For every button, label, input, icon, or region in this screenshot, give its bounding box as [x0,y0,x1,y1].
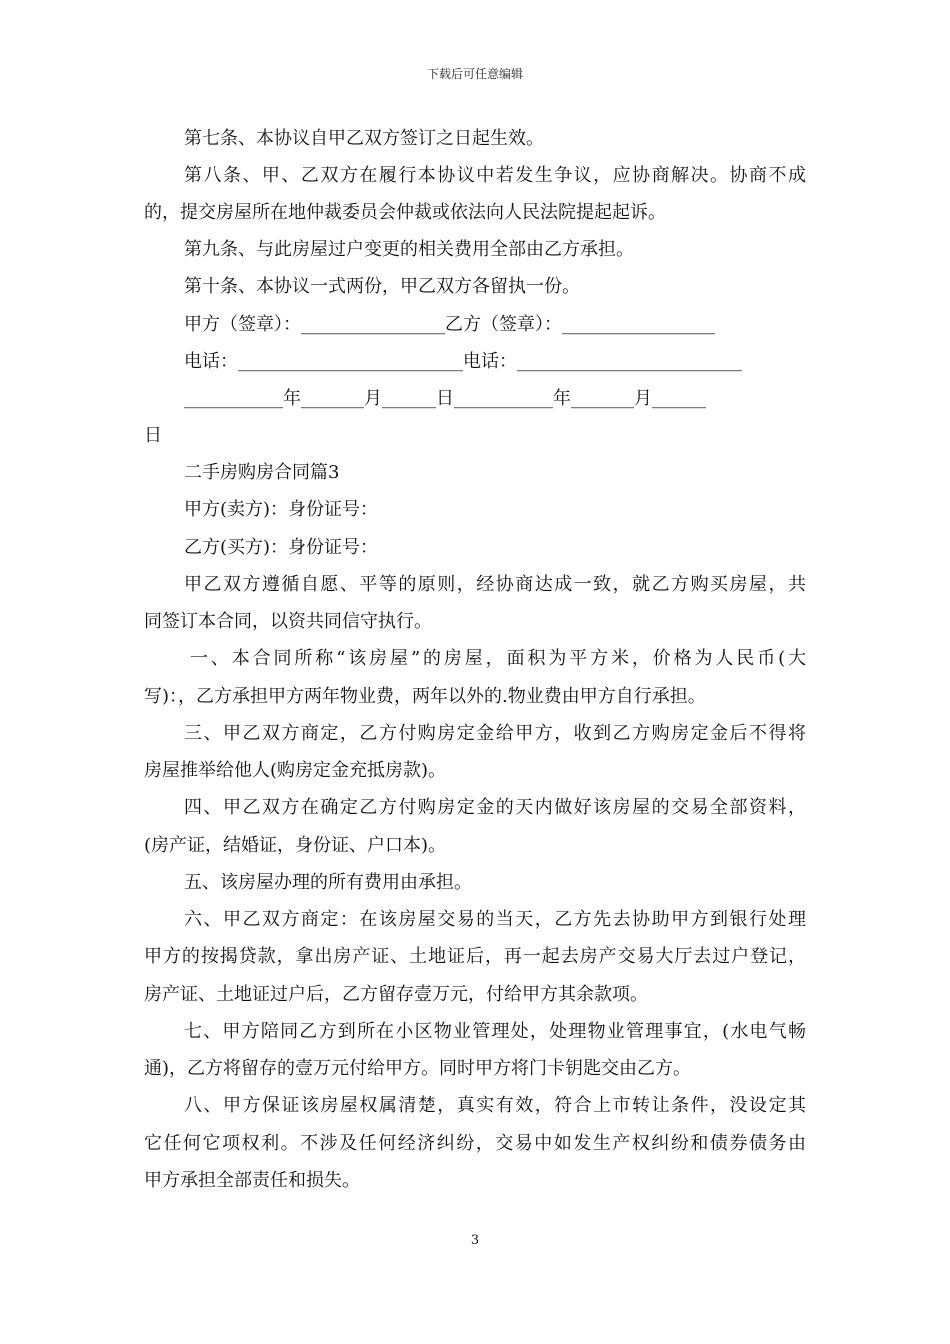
text-line-preamble: 甲乙双方遵循自愿、平等的原则，经协商达成一致，就乙方购买房屋，共 [184,574,806,595]
section-title: 二手房购房合同篇3 [184,462,340,483]
text-line-article-10: 第十条、本协议一式两份，甲乙双方各留执一份。 [184,276,580,297]
date-line: ___________年_______月______日___________年_______月______ [184,388,706,409]
text-line-article-9: 第九条、与此房屋过户变更的相关费用全部由乙方承担。 [184,239,634,260]
text-line-clause-4: 四、甲乙双方在确定乙方付购房定金的天内做好该房屋的交易全部资料， [184,797,806,818]
text-line-article-8-cont: 的，提交房屋所在地仲裁委员会仲裁或依法向人民法院提起起诉。 [144,202,666,223]
text-line-article-7: 第七条、本协议自甲乙双方签订之日起生效。 [184,128,544,149]
text-line-clause-8: 八、甲方保证该房屋权属清楚，真实有效，符合上市转让条件，没设定其 [184,1095,806,1116]
text-line-clause-6-end: 房产证、土地证过户后，乙方留存壹万元，付给甲方其余款项。 [144,984,648,1005]
text-line-clause-3-cont: 房屋推举给他人(购房定金充抵房款)。 [144,760,447,781]
text-line-clause-3: 三、甲乙双方商定，乙方付购房定金给甲方，收到乙方购房定金后不得将 [184,723,806,744]
signature-line: 甲方（签章）：________________乙方（签章）：_________________ [184,314,715,335]
text-line-preamble-cont: 同签订本合同，以资共同信守执行。 [144,611,432,632]
text-line-clause-6-cont: 甲方的按揭贷款，拿出房产证、土地证后，再一起去房产交易大厅去过户登记， [144,946,806,967]
text-line-clause-7: 七、甲方陪同乙方到所在小区物业管理处，处理物业管理事宜，(水电气畅 [184,1021,806,1042]
party-b-line: 乙方(买方)：身份证号： [184,537,379,558]
text-line-clause-4-cont: (房产证，结婚证，身份证、户口本)。 [144,835,447,856]
phone-line: 电话：_________________________电话：_________________________ [184,351,742,372]
text-line-clause-8-end: 甲方承担全部责任和损失。 [144,1170,360,1191]
text-line-clause-1-cont: 写)：，乙方承担甲方两年物业费，两年以外的.物业费由甲方自行承担。 [144,686,706,707]
date-line-cont: 日 [144,425,162,446]
text-line-clause-1: 一、本合同所称“该房屋”的房屋，面积为平方米，价格为人民币(大 [190,648,806,669]
text-line-clause-5: 五、该房屋办理的所有费用由承担。 [184,872,472,893]
page-number: 3 [470,1233,480,1248]
page-header: 下载后可任意编辑 [426,67,523,81]
text-line-clause-6: 六、甲乙双方商定：在该房屋交易的当天，乙方先去协助甲方到银行处理 [184,909,806,930]
text-line-article-8: 第八条、甲、乙双方在履行本协议中若发生争议，应协商解决。协商不成 [184,165,806,186]
text-line-clause-8-cont: 它任何它项权利。不涉及任何经济纠纷，交易中如发生产权纠纷和债券债务由 [144,1133,806,1154]
party-a-line: 甲方(卖方)：身份证号： [184,499,379,520]
text-line-clause-7-cont: 通)，乙方将留存的壹万元付给甲方。同时甲方将门卡钥匙交由乙方。 [144,1058,692,1079]
